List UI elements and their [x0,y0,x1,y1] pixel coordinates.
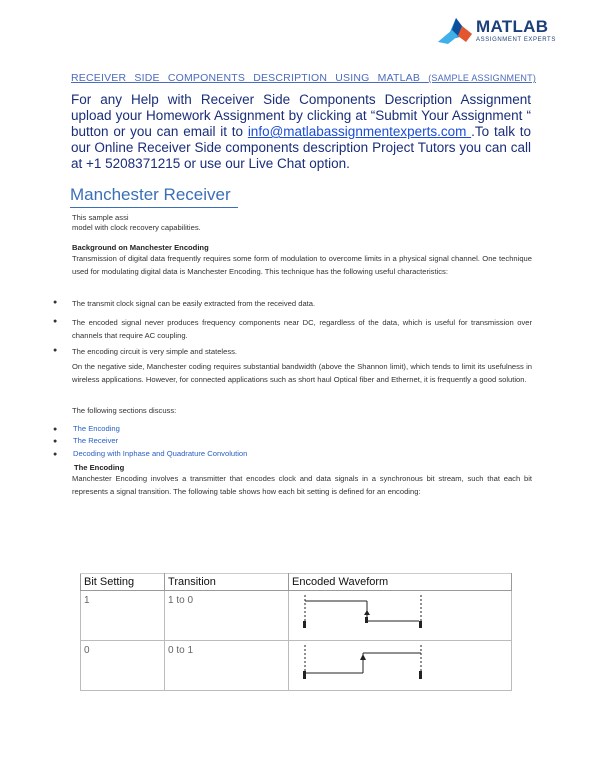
encoding-heading: The Encoding [74,463,125,472]
title-suffix: (SAMPLE ASSIGNMENT) [428,73,537,83]
header-transition: Transition [165,574,289,591]
cell-transition: 0 to 1 [165,641,289,691]
negative-side-text: On the negative side, Manchester coding requires substantial bandwidth (above the Shannon limit), which tends to limit its usefulness in wireless applications. However, for connected applications such as short haul Optical fiber and Ethernet, it is frequently a good solution. [72,362,532,384]
logo-subtitle: ASSIGNMENT EXPERTS [476,37,556,43]
email-link[interactable]: info@matlabassignmentexperts.com [247,124,472,139]
cell-bit: 1 [81,591,165,641]
encoding-text: Manchester Encoding involves a transmitter that encodes clock and data signals in a synchronous bit stream, such that each bit represents a signal transition. The following table shows how each bit setting is defined for an encoding: [72,474,532,496]
characteristic-item: The encoding circuit is very simple and stateless. [72,347,238,356]
section-heading: Manchester Receiver [70,185,231,204]
waveform-0-to-1 [289,641,511,687]
section-link-encoding[interactable]: The Encoding [73,424,120,433]
intro-line-1: This sample assi [72,213,129,222]
cell-transition: 1 to 0 [165,591,289,641]
background-text: Transmission of digital data frequently requires some form of modulation to overcome limits in a physical signal channel. One technique used for modulating digital data is Manchester Encoding. This technique has the following useful characteristics: [72,254,532,276]
waveform-cell [289,591,512,641]
waveform-1-to-0 [289,591,511,637]
bullet-icon: ● [53,451,58,458]
help-text-2: .To talk to our Online Receiver Side components description Project Tutors you can call at +1 5208371215 or use our Live Chat option. [71,124,531,171]
encoding-table [80,573,512,691]
intro-line-2: model with clock recovery capabilities. [72,223,201,232]
peak-icon [436,12,476,50]
waveform-cell [289,641,512,691]
matlab-logo [436,12,586,52]
bullet-icon: ● [53,438,58,445]
header-bit-setting: Bit Setting [81,574,165,591]
heading-underline [70,207,238,208]
section-link-receiver[interactable]: The Receiver [73,436,119,445]
characteristic-item: The encoded signal never produces frequency components near DC, regardless of the data, which is useful for transmission over channels that require AC coupling. [72,318,532,340]
bullet-icon: ● [53,347,58,354]
document-title [71,72,541,84]
title-main: RECEIVER SIDE COMPONENTS DESCRIPTION USING MATLAB [71,72,421,84]
table-row [81,591,512,641]
bullet-icon: ● [53,426,58,433]
section-link-decoding[interactable]: Decoding with Inphase and Quadrature Convolution [73,449,248,458]
help-paragraph [71,92,531,172]
characteristic-item: The transmit clock signal can be easily extracted from the received data. [72,299,316,308]
cell-bit: 0 [81,641,165,691]
header-encoded-waveform: Encoded Waveform [289,574,512,591]
help-text-1: For any Help with Receiver Side Components Description Assignment upload your Homework Assignment by clicking at “Submit Your Assignment “ button or you can email it to [71,92,531,139]
following-text: The following sections discuss: [72,406,177,415]
table-row [81,641,512,691]
bullet-icon: ● [53,299,58,306]
logo-word: MATLAB [476,17,549,36]
background-heading: Background on Manchester Encoding [72,243,209,252]
table-header-row [81,574,512,591]
bullet-icon: ● [53,318,58,325]
